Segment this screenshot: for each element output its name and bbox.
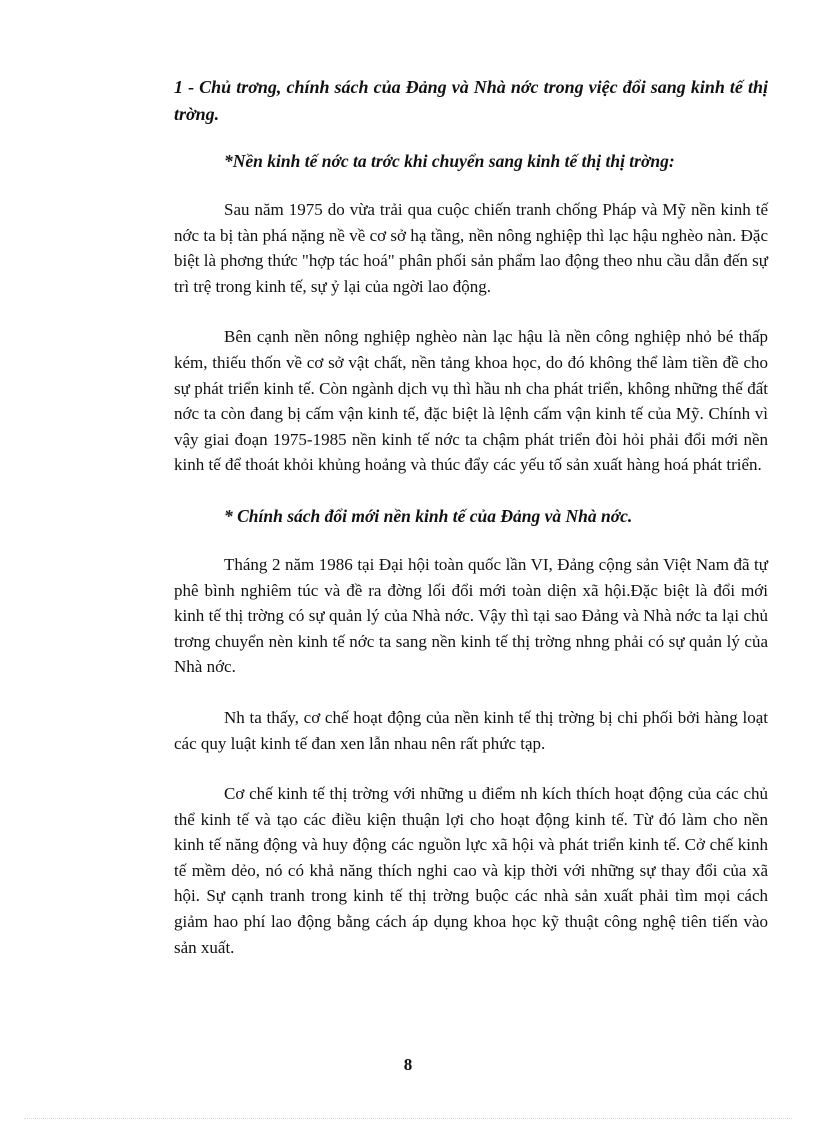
page-number: 8 bbox=[403, 1055, 413, 1074]
paragraph-4: Nh ta thấy, cơ chế hoạt động của nền kinh tế thị trờng bị chi phối bởi hàng loạt các quy luật kinh tế đan xen lẫn nhau nên rất phức tạp. bbox=[174, 707, 768, 753]
section-heading: 1 - Chủ trơng, chính sách của Đảng và Nhà nớc trong việc đổi sang kinh tế thị trờng. bbox=[174, 77, 768, 124]
paragraph-5: Cơ chế kinh tế thị trờng với những u điểm nh kích thích hoạt động của các chủ thể kinh tế và tạo các điều kiện thuận lợi cho hoạt động kinh tế. Từ đó làm cho nền kinh tế năng động và huy động các nguồn lực xã hội và phát triển kinh tế. Cở chế kinh tế mềm dẻo, nó có khả năng thích nghi cao và kịp thời với những sự thay đổi của xã hội. Sự cạnh tranh trong kinh tế thị trờng buộc các nhà sản xuất phải tìm mọi cách giảm hao phí lao động bằng cách áp dụng khoa học kỹ thuật công nghệ tiên tiến vào sản xuất. bbox=[174, 784, 768, 957]
document-body bbox=[174, 74, 768, 960]
paragraph-2: Bên cạnh nền nông nghiệp nghèo nàn lạc hậu là nền công nghiệp nhỏ bé thấp kém, thiếu thốn về cơ sở vật chất, nền tảng khoa học, do đó không thể làm tiền đề cho sự phát triển kinh tế. Còn ngành dịch vụ thì hầu nh cha phát triển, không những thế đất nớc ta còn đang bị cấm vận kinh tế, đặc biệt là lệnh cấm vận kinh tế của Mỹ. Chính vì vậy giai đoạn 1975-1985 nền kinh tế nớc ta chậm phát triển đòi hỏi phải đổi mới nền kinh tế để thoát khỏi khủng hoảng và thúc đẩy các yếu tố sản xuất hàng hoá phát triển. bbox=[174, 327, 768, 475]
paragraph-3: Tháng 2 năm 1986 tại Đại hội toàn quốc lần VI, Đảng cộng sản Việt Nam đã tự phê bình nghiêm túc và đề ra đờng lối đổi mới toàn diện xã hội.Đặc biệt là đổi mới kinh tế thị trờng có sự quản lý của Nhà nớc. Vậy thì tại sao Đảng và Nhà nớc ta lại chủ trơng chuyển nèn kinh tế nớc ta sang nền kinh tế thị trờng nhng phải có sự quản lý của Nhà nớc. bbox=[174, 554, 768, 677]
page-bottom-divider bbox=[24, 1118, 792, 1119]
subheading-economy-before: *Nền kinh tế nớc ta trớc khi chuyển sang kinh tế thị thị trờng: bbox=[224, 151, 675, 171]
paragraph-1: Sau năm 1975 do vừa trải qua cuộc chiến tranh chống Pháp và Mỹ nền kinh tế nớc ta bị tàn phá nặng nề về cơ sở hạ tầng, nền nông nghiệp thì lạc hậu nghèo nàn. Đặc biệt là phơng thức "hợp tác hoá" phân phối sản phẩm lao động theo nhu cầu dẫn đến sự trì trệ trong kinh tế, sự ỷ lại của ngời lao động. bbox=[174, 200, 768, 296]
subheading-renovation-policy: * Chính sách đổi mới nền kinh tế của Đảng và Nhà nớc. bbox=[224, 505, 633, 526]
